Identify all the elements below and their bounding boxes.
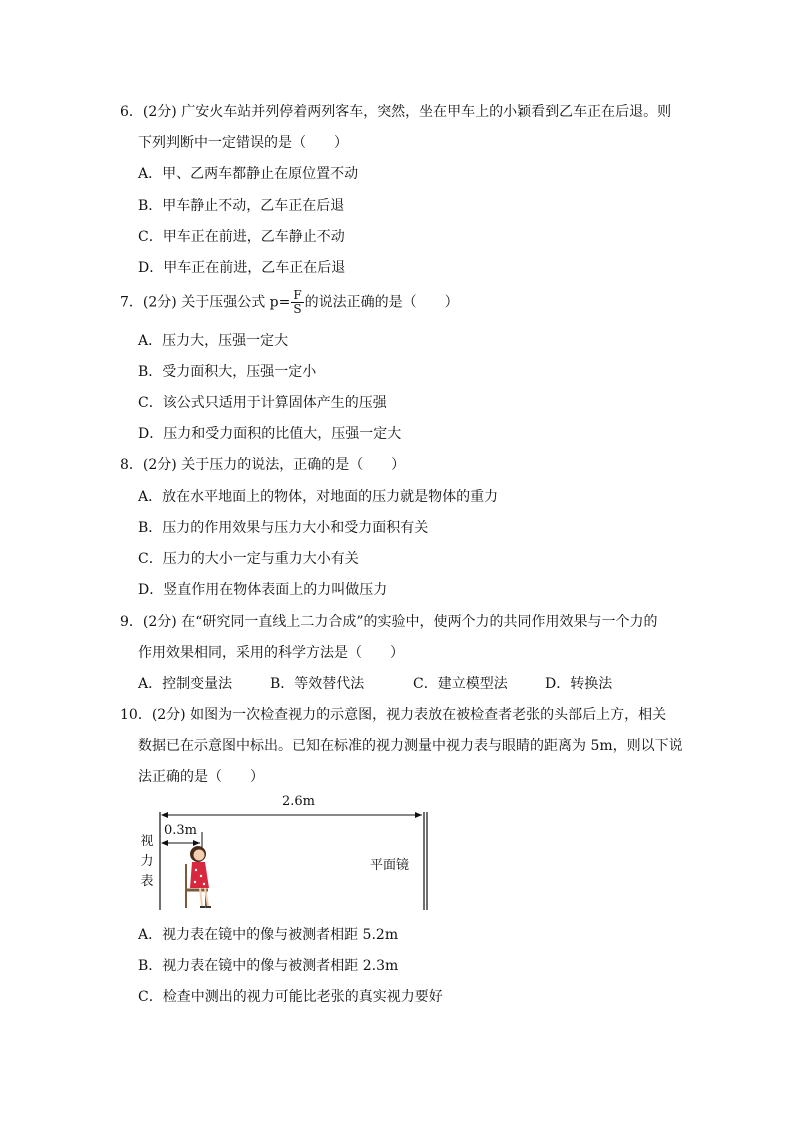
q9-option-b: B．等效替代法 [270, 676, 365, 692]
q10-option-c: C．检查中测出的视力可能比老张的真实视力要好 [138, 989, 443, 1005]
q9-stem-line1: 9．(2分) 在“研究同一直线上二力合成”的实验中，使两个力的共同作用效果与一个力的 [120, 614, 658, 630]
q9-option-d: D．转换法 [545, 676, 613, 692]
q7-stem-suffix: 的说法正确的是（ ） [304, 294, 459, 311]
formula-denominator: S [293, 302, 302, 316]
chart-label-char1: 视 [140, 834, 154, 849]
formula-numerator: F [293, 288, 302, 302]
q7-option-b: B．受力面积大，压强一定小 [138, 364, 317, 380]
person-seated-icon [186, 846, 211, 908]
mirror-label: 平面镜 [370, 858, 410, 873]
q6-option-d: D．甲车正在前进，乙车正在后退 [138, 260, 346, 276]
q7-option-a: A．压力大，压强一定大 [138, 333, 289, 349]
q7-option-d: D．压力和受力面积的比值大，压强一定大 [138, 426, 402, 442]
q7-stem [120, 289, 459, 316]
q8-option-c: C．压力的大小一定与重力大小有关 [138, 551, 359, 567]
chart-label-char2: 力 [140, 854, 154, 869]
q10-stem-line2: 数据已在示意图中标出。已知在标准的视力测量中视力表与眼睛的距离为 5m，则以下说 [138, 738, 683, 754]
q8-option-a: A．放在水平地面上的物体，对地面的压力就是物体的重力 [138, 489, 499, 505]
q10-option-a: A．视力表在镜中的像与被测者相距 5.2m [138, 927, 399, 943]
short-distance-label: 0.3m [164, 823, 198, 838]
chart-label-char3: 表 [140, 874, 154, 889]
q8-option-b: B．压力的作用效果与压力大小和受力面积有关 [138, 520, 429, 536]
q9-option-c: C．建立模型法 [413, 676, 508, 692]
total-distance-label: 2.6m [282, 794, 316, 809]
q10-stem-line3: 法正确的是（ ） [138, 769, 264, 785]
q6-option-a: A．甲、乙两车都静止在原位置不动 [138, 166, 359, 182]
q9-stem-line2: 作用效果相同，采用的科学方法是（ ） [138, 645, 404, 661]
eye-test-diagram [136, 790, 436, 915]
q6-option-c: C．甲车正在前进，乙车静止不动 [138, 229, 345, 245]
q6-option-b: B．甲车静止不动，乙车正在后退 [138, 198, 345, 214]
q10-stem-line1: 10．(2分) 如图为一次检查视力的示意图，视力表放在被检查者老张的头部后上方，相关 [120, 707, 667, 723]
q6-stem-line1: 6．(2分) 广安火车站并列停着两列客车，突然，坐在甲车上的小颖看到乙车正在后退。则 [120, 104, 672, 120]
q8-option-d: D．竖直作用在物体表面上的力叫做压力 [138, 582, 388, 598]
q7-stem-prefix: 7．(2分) 关于压强公式 p= [120, 294, 291, 311]
q7-option-c: C．该公式只适用于计算固体产生的压强 [138, 395, 387, 411]
q10-option-b: B．视力表在镜中的像与被测者相距 2.3m [138, 958, 399, 974]
q6-stem-line2: 下列判断中一定错误的是（ ） [138, 135, 348, 151]
pressure-formula-fraction [291, 289, 303, 316]
q9-option-a: A．控制变量法 [138, 676, 233, 692]
q8-stem: 8．(2分) 关于压力的说法，正确的是（ ） [120, 457, 406, 473]
